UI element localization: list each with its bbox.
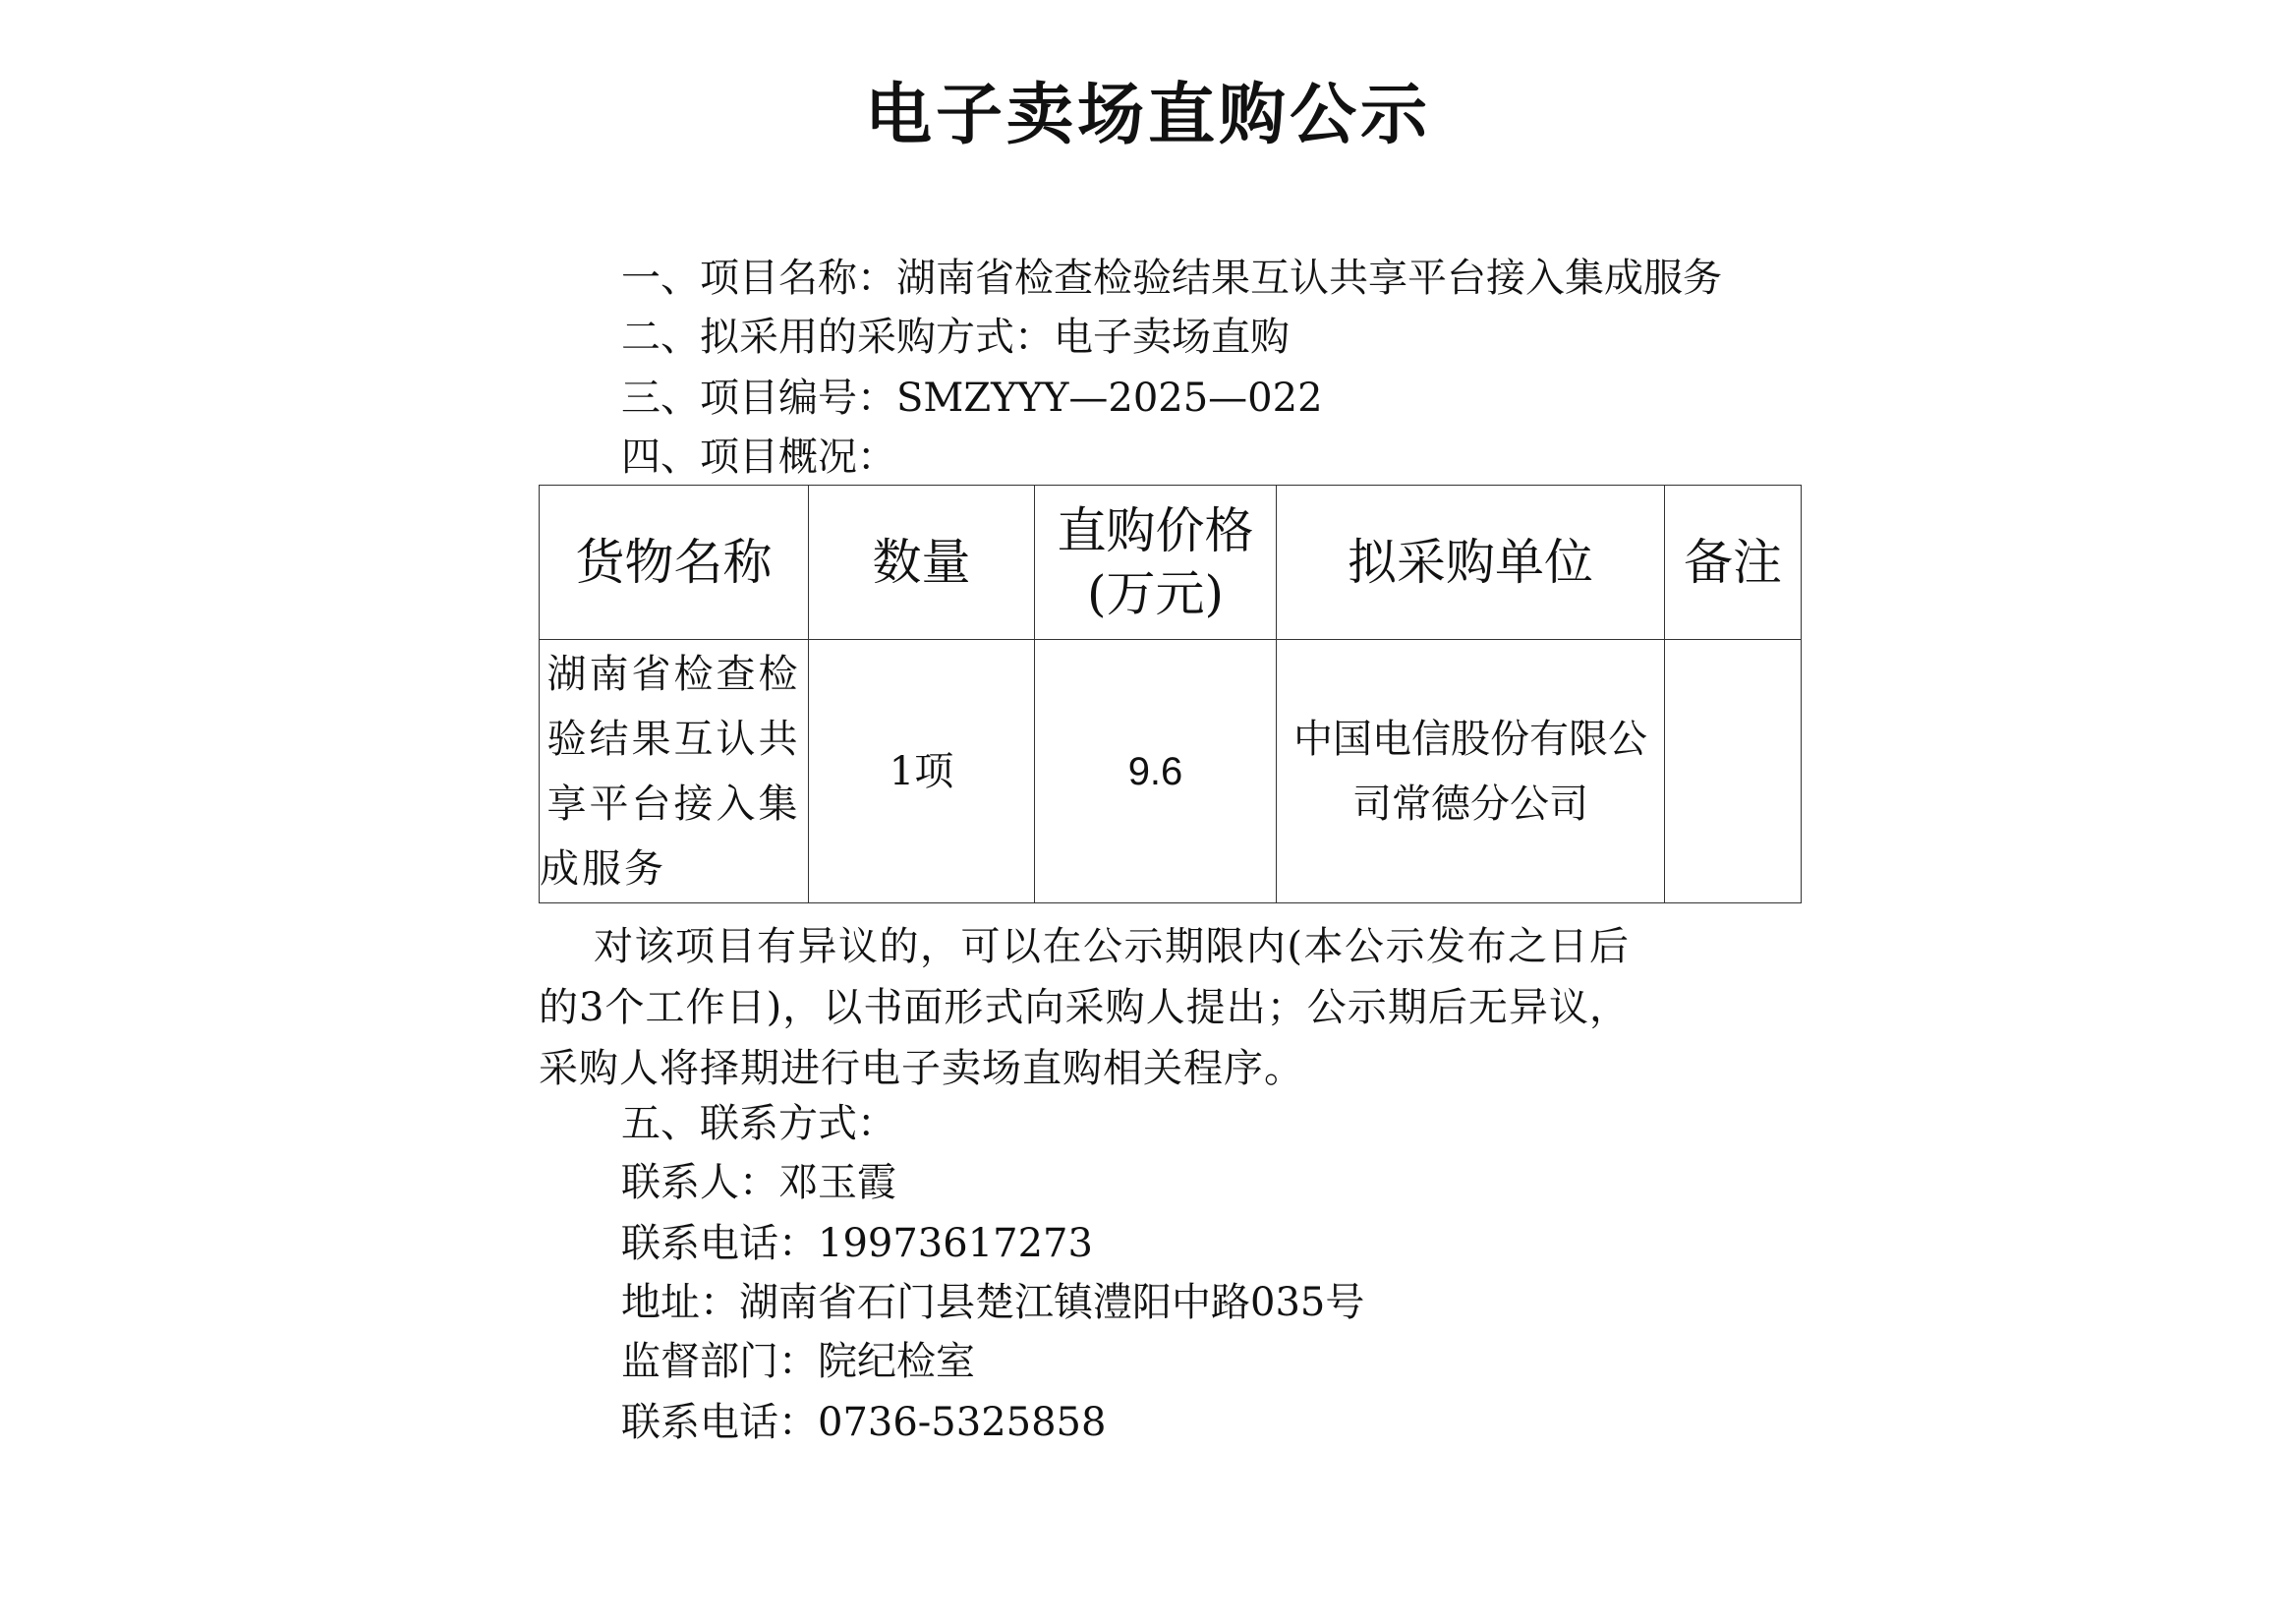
contact-address: 地址：湖南省石门县楚江镇澧阳中路035号 [621,1280,1365,1325]
project-number-line: 三、项目编号：SMZYYY—2025—022 [621,376,1323,421]
contact-heading: 五、联系方式： [621,1101,896,1146]
header-price-line1: 直购价格 [1057,502,1254,559]
header-price-line2: (万元) [1086,565,1224,622]
table-header-row [540,486,1802,640]
header-remarks: 备注 [1665,486,1802,640]
objection-paragraph: 对该项目有异议的，可以在公示期限内(本公示发布之日后的3个工作日)，以书面形式向采购人提出；公示期后无异议，采购人将择期进行电子卖场直购相关程序。 [539,924,1630,1091]
header-price [1035,486,1277,640]
header-purchaser: 拟采购单位 [1277,486,1665,640]
cell-quantity: 1项 [809,640,1035,903]
procurement-method-line: 二、拟采用的采购方式：电子卖场直购 [621,315,1290,360]
page-title: 电子卖场直购公示 [864,77,1431,154]
project-overview-heading: 四、项目概况： [621,435,896,480]
header-goods-name: 货物名称 [540,486,809,640]
cell-purchaser: 中国电信股份有限公司常德分公司 [1277,640,1665,903]
project-name-line: 一、项目名称：湖南省检查检验结果互认共享平台接入集成服务 [621,256,1722,301]
supervision-phone: 联系电话：0736-5325858 [621,1400,1107,1445]
contact-person: 联系人：邓玉霞 [621,1160,896,1205]
cell-goods-name: 湖南省检查检验结果互认共享平台接入集成服务 [540,640,809,903]
supervision-department: 监督部门：院纪检室 [621,1339,975,1384]
contact-phone: 联系电话：19973617273 [621,1221,1093,1266]
goods-table [539,485,1802,903]
table-row [540,640,1802,903]
header-quantity: 数量 [809,486,1035,640]
cell-remarks [1665,640,1802,903]
cell-price: 9.6 [1035,640,1277,903]
